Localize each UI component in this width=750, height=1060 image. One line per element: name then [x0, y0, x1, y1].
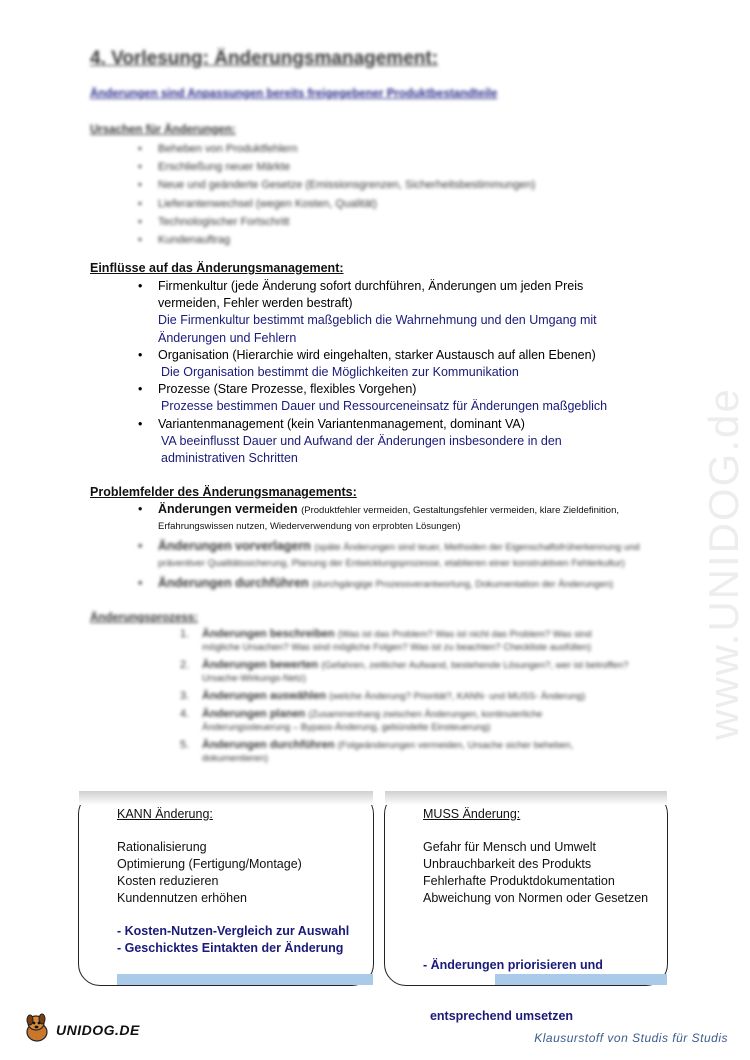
logo-text: UNIDOG.DE — [56, 1022, 140, 1038]
list-item: Rationalisierung — [117, 840, 207, 854]
list-item: • Erschließung neuer Märkte — [138, 158, 535, 176]
page-subtitle: Änderungen sind Anpassungen bereits freigegebener Produktbestandteile — [90, 88, 498, 100]
list-item: - Geschicktes Eintakten der Änderung — [117, 941, 344, 955]
problem-detail: (späte Änderungen sind teuer, Methoden der Eigenschaftsfrüherkennung und präventiver Qualitätssicherung, Planung der Entwicklungsprozesse, etablieren einer konstruktiven Fehlerkultur) — [158, 542, 640, 569]
list-item — [138, 576, 658, 592]
list-item — [138, 381, 618, 415]
list-item — [138, 278, 618, 347]
list-item: - Kosten-Nutzen-Vergleich zur Auswahl — [117, 924, 350, 938]
influence-note: Die Organisation bestimmt die Möglichkeiten zur Kommunikation — [161, 365, 519, 380]
list-item: • Beheben von Produktfehlern — [138, 140, 535, 158]
list-item — [180, 739, 630, 765]
influence-text: Prozesse (Stare Prozesse, flexibles Vorgehen) — [158, 382, 417, 397]
causes-list — [138, 140, 535, 249]
kann-heading: KANN Änderung: — [117, 807, 213, 821]
list-item: Optimierung (Fertigung/Montage) — [117, 857, 302, 871]
influence-text: Firmenkultur (jede Änderung sofort durchführen, Änderungen um jeden Preis vermeiden, Fehler werden bestraft) — [158, 279, 584, 311]
problem-detail: (durchgängige Prozessverantwortung, Dokumentation der Änderungen) — [312, 579, 614, 590]
watermark: www.UNIDOG.de — [700, 387, 747, 740]
list-item — [180, 708, 630, 734]
influences-list — [138, 278, 618, 467]
list-item: Fehlerhafte Produktdokumentation — [423, 874, 615, 888]
step-number: 2. — [180, 659, 190, 671]
list-item — [138, 416, 618, 468]
process-list — [180, 628, 630, 770]
step-title: Änderungen beschreiben — [202, 628, 335, 640]
influence-note: Prozesse bestimmen Dauer und Ressourceneinsatz für Änderungen maßgeblich — [161, 399, 608, 414]
muss-box — [384, 792, 668, 1023]
step-detail: (welche Änderung? Priorität?, KANN- und MUSS- Änderung) — [329, 691, 586, 702]
kann-actions — [117, 923, 349, 957]
kann-items — [117, 839, 302, 907]
influence-text: Variantenmanagement (kein Variantenmanagement, dominant VA) — [158, 416, 525, 431]
step-title: Änderungen auswählen — [202, 690, 327, 702]
footer-tagline: Klausurstoff von Studis für Studis — [534, 1031, 728, 1045]
problem-title: Änderungen vorverlagern — [158, 539, 311, 553]
influence-note: VA beeinflusst Dauer und Aufwand der Änderungen insbesondere in den administrativen Schritten — [161, 433, 562, 466]
step-number: 5. — [180, 739, 190, 751]
list-item: • Kundenauftrag — [138, 231, 535, 249]
list-item: • Lieferantenwechsel (wegen Kosten, Qualität) — [138, 195, 535, 213]
problem-title: Änderungen durchführen — [158, 576, 309, 590]
footer-logo[interactable] — [22, 1014, 140, 1046]
muss-items — [423, 839, 648, 907]
influence-note: Die Firmenkultur bestimmt maßgeblich die Wahrnehmung und den Umgang mit Änderungen und Fehlern — [158, 313, 597, 345]
step-title: Änderungen planen — [202, 708, 306, 720]
step-number: 3. — [180, 690, 190, 702]
dog-logo-icon — [22, 1012, 52, 1049]
list-item — [138, 502, 658, 534]
step-title: Änderungen durchführen — [202, 739, 335, 751]
step-number: 1. — [180, 628, 190, 640]
box-shadow — [385, 791, 667, 805]
list-item: Abweichung von Normen oder Gesetzen — [423, 891, 649, 905]
list-item: - Änderungen priorisieren und — [423, 958, 603, 972]
box-accent-bar — [495, 974, 667, 985]
list-item: • Neue und geänderte Gesetze (Emissionsgrenzen, Sicherheitsbestimmungen) — [138, 176, 535, 194]
list-item — [138, 347, 618, 381]
list-item — [180, 628, 630, 654]
process-heading: Änderungsprozess: — [90, 612, 198, 624]
list-item — [138, 539, 658, 571]
problems-heading: Problemfelder des Änderungsmanagements: — [90, 485, 357, 499]
step-detail: (Gefahren, zeitlicher Aufwand, bestehende Lösungen?, wer ist betroffen? Ursache-Wirkungs-Netz) — [202, 660, 629, 684]
step-number: 4. — [180, 708, 190, 720]
problem-title: Änderungen vermeiden — [158, 502, 298, 516]
influence-text: Organisation (Hierarchie wird eingehalten, starker Austausch auf allen Ebenen) — [158, 347, 596, 362]
problems-list — [138, 502, 658, 597]
list-item: Kundennutzen erhöhen — [117, 891, 247, 905]
list-item: Unbrauchbarkeit des Produkts — [423, 857, 592, 871]
list-item: entsprechend umsetzen — [423, 1009, 574, 1023]
step-detail: (Was ist das Problem? Was ist nicht das Problem? Was sind mögliche Ursachen? Was sind mögliche Folgen? Was ist zu beachten? Checkliste ausfüllen) — [202, 629, 592, 653]
list-item: • Technologischer Fortschritt — [138, 213, 535, 231]
list-item: Kosten reduzieren — [117, 874, 219, 888]
influences-heading: Einflüsse auf das Änderungsmanagement: — [90, 261, 344, 275]
step-title: Änderungen bewerten — [202, 659, 319, 671]
list-item — [180, 690, 630, 703]
problem-detail: (Produktfehler vermeiden, Gestaltungsfehler vermeiden, klare Zieldefinition, Erfahrungswissen nutzen, Wiederverwendung von erprobten Lösungen) — [158, 505, 619, 532]
page-title: 4. Vorlesung: Änderungsmanagement: — [90, 48, 439, 69]
step-detail: (Zusammenhang zwischen Änderungen, kontinuierliche Änderungssteuerung – Bypass-Änderung, gebündelte Einsteuerung) — [202, 709, 543, 733]
step-detail: (Folgeänderungen vermeiden, Ursache sicher beheben, dokumentieren) — [202, 740, 574, 764]
muss-heading: MUSS Änderung: — [423, 807, 521, 821]
kann-box — [78, 792, 374, 986]
list-item — [180, 659, 630, 685]
causes-heading: Ursachen für Änderungen: — [90, 124, 236, 136]
box-shadow — [79, 791, 373, 805]
box-accent-bar — [117, 974, 373, 985]
list-item: Gefahr für Mensch und Umwelt — [423, 840, 596, 854]
